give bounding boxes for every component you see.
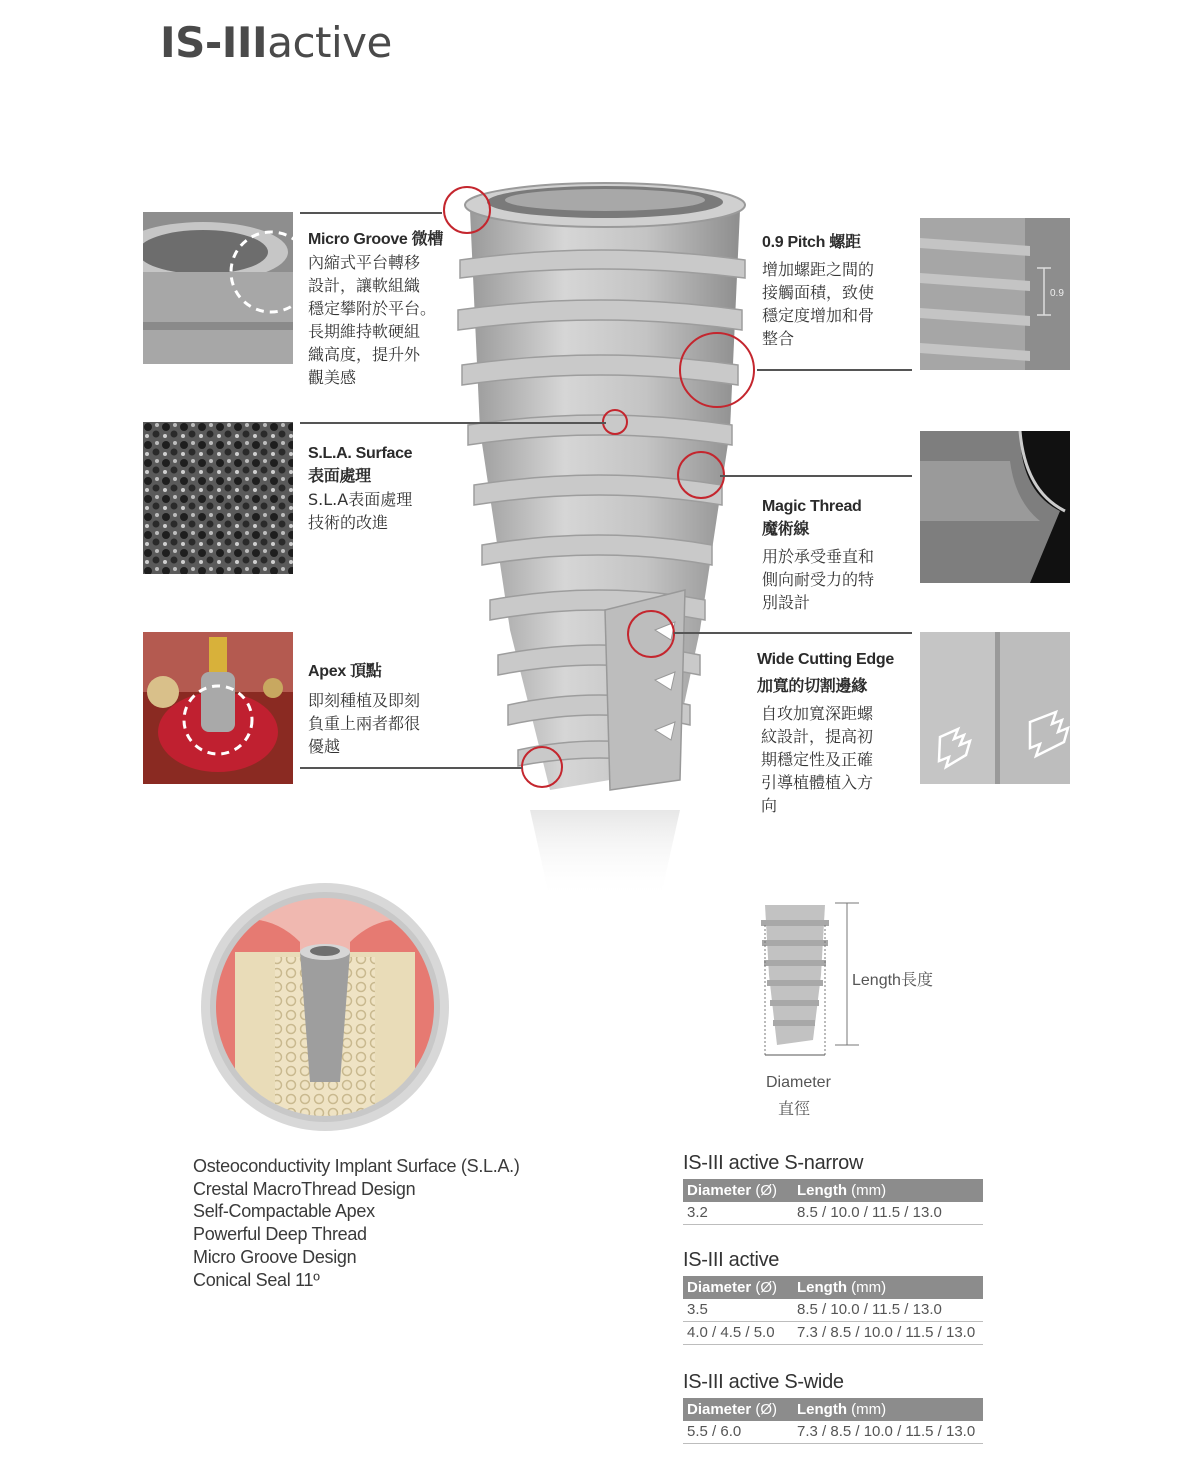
- spec-table-s-narrow: [683, 1152, 983, 1225]
- cutting-edge-body: 自攻加寬深距螺 紋設計，提高初 期穩定性及正確 引導植體植入方 向: [761, 704, 874, 815]
- dimension-implant-diagram: [755, 895, 865, 1065]
- feature-item: Powerful Deep Thread: [193, 1224, 367, 1245]
- cutting-edge-thumbnail: [920, 632, 1070, 784]
- pitch-heading: 0.9 Pitch 螺距: [762, 234, 861, 251]
- apex-photo-thumbnail: [143, 632, 293, 784]
- magic-thread-callout: [762, 495, 912, 614]
- sla-leader: [300, 422, 606, 424]
- apex-heading: Apex 頂點: [308, 663, 382, 680]
- apex-leader: [300, 767, 522, 769]
- pitch-leader: [757, 369, 912, 371]
- diameter-label-cn: 直徑: [778, 1099, 811, 1118]
- feature-item: Micro Groove Design: [193, 1246, 357, 1267]
- spec-title: IS-III active S-narrow: [683, 1152, 864, 1174]
- feature-item: Osteoconductivity Implant Surface (S.L.A.): [193, 1156, 520, 1176]
- feature-item: Self-Compactable Apex: [193, 1201, 375, 1222]
- cutting-edge-callout: [757, 648, 917, 817]
- feature-item: Conical Seal 11º: [193, 1269, 320, 1290]
- spec-title: IS-III active S-wide: [683, 1371, 844, 1393]
- spec-header-row: Diameter (Ø) Length (mm): [683, 1276, 983, 1299]
- table-row: 4.0 / 4.5 / 5.0 7.3 / 8.5 / 10.0 / 11.5 / 13.0: [683, 1322, 983, 1345]
- micro-groove-leader: [300, 212, 442, 214]
- micro-groove-body: 內縮式平台轉移 設計，讓軟組織 穩定攀附於平台。 長期維持軟硬組 織高度，提升外 觀美感: [308, 253, 437, 387]
- pitch-value-label: 0.9: [1050, 288, 1064, 299]
- pitch-body: 增加螺距之間的 接觸面積，致使 穩定度增加和骨 整合: [762, 260, 875, 348]
- sla-surface-thumbnail: [143, 422, 293, 574]
- spec-header-row: Diameter (Ø) Length (mm): [683, 1179, 983, 1202]
- feature-item: Crestal MacroThread Design: [193, 1178, 416, 1199]
- spec-header-row: Diameter (Ø) Length (mm): [683, 1398, 983, 1421]
- apex-body: 即刻種植及即刻 負重上兩者都很 優越: [308, 691, 421, 756]
- feature-list: [193, 1155, 520, 1291]
- cutting-edge-heading-cn: 加寬的切割邊緣: [757, 678, 867, 695]
- sla-heading: S.L.A. Surface: [308, 445, 413, 462]
- table-row: 3.5 8.5 / 10.0 / 11.5 / 13.0: [683, 1299, 983, 1322]
- spec-table-s-wide: [683, 1371, 983, 1444]
- micro-groove-thumbnail: [143, 212, 293, 364]
- spec-title: IS-III active: [683, 1249, 780, 1271]
- length-label: Length長度: [852, 970, 933, 989]
- title-light: active: [267, 18, 392, 67]
- magic-thread-leader: [720, 475, 912, 477]
- spec-table-standard: [683, 1249, 983, 1345]
- title-bold: IS-III: [160, 18, 268, 67]
- magic-thread-thumbnail: [920, 431, 1070, 583]
- magic-thread-heading-cn: 魔術線: [762, 521, 810, 538]
- pitch-callout: [762, 231, 912, 350]
- sla-heading-cn: 表面處理: [308, 468, 371, 485]
- micro-groove-heading: Micro Groove 微槽: [308, 231, 444, 248]
- table-row: 5.5 / 6.0 7.3 / 8.5 / 10.0 / 11.5 / 13.0: [683, 1421, 983, 1444]
- diameter-label: Diameter: [766, 1074, 831, 1091]
- page-title: [160, 18, 392, 67]
- magic-thread-body: 用於承受垂直和 側向耐受力的特 別設計: [762, 547, 875, 612]
- table-row: 3.2 8.5 / 10.0 / 11.5 / 13.0: [683, 1202, 983, 1225]
- sla-body: S.L.A表面處理 技術的改進: [308, 490, 413, 532]
- sla-callout: [308, 442, 478, 534]
- cutting-edge-heading: Wide Cutting Edge: [757, 651, 894, 668]
- cutting-edge-leader: [674, 632, 912, 634]
- apex-callout: [308, 660, 468, 758]
- micro-groove-callout: [308, 228, 468, 389]
- bone-cross-section-illustration: [200, 882, 450, 1132]
- magic-thread-heading: Magic Thread: [762, 498, 862, 515]
- pitch-thumbnail: [920, 218, 1070, 370]
